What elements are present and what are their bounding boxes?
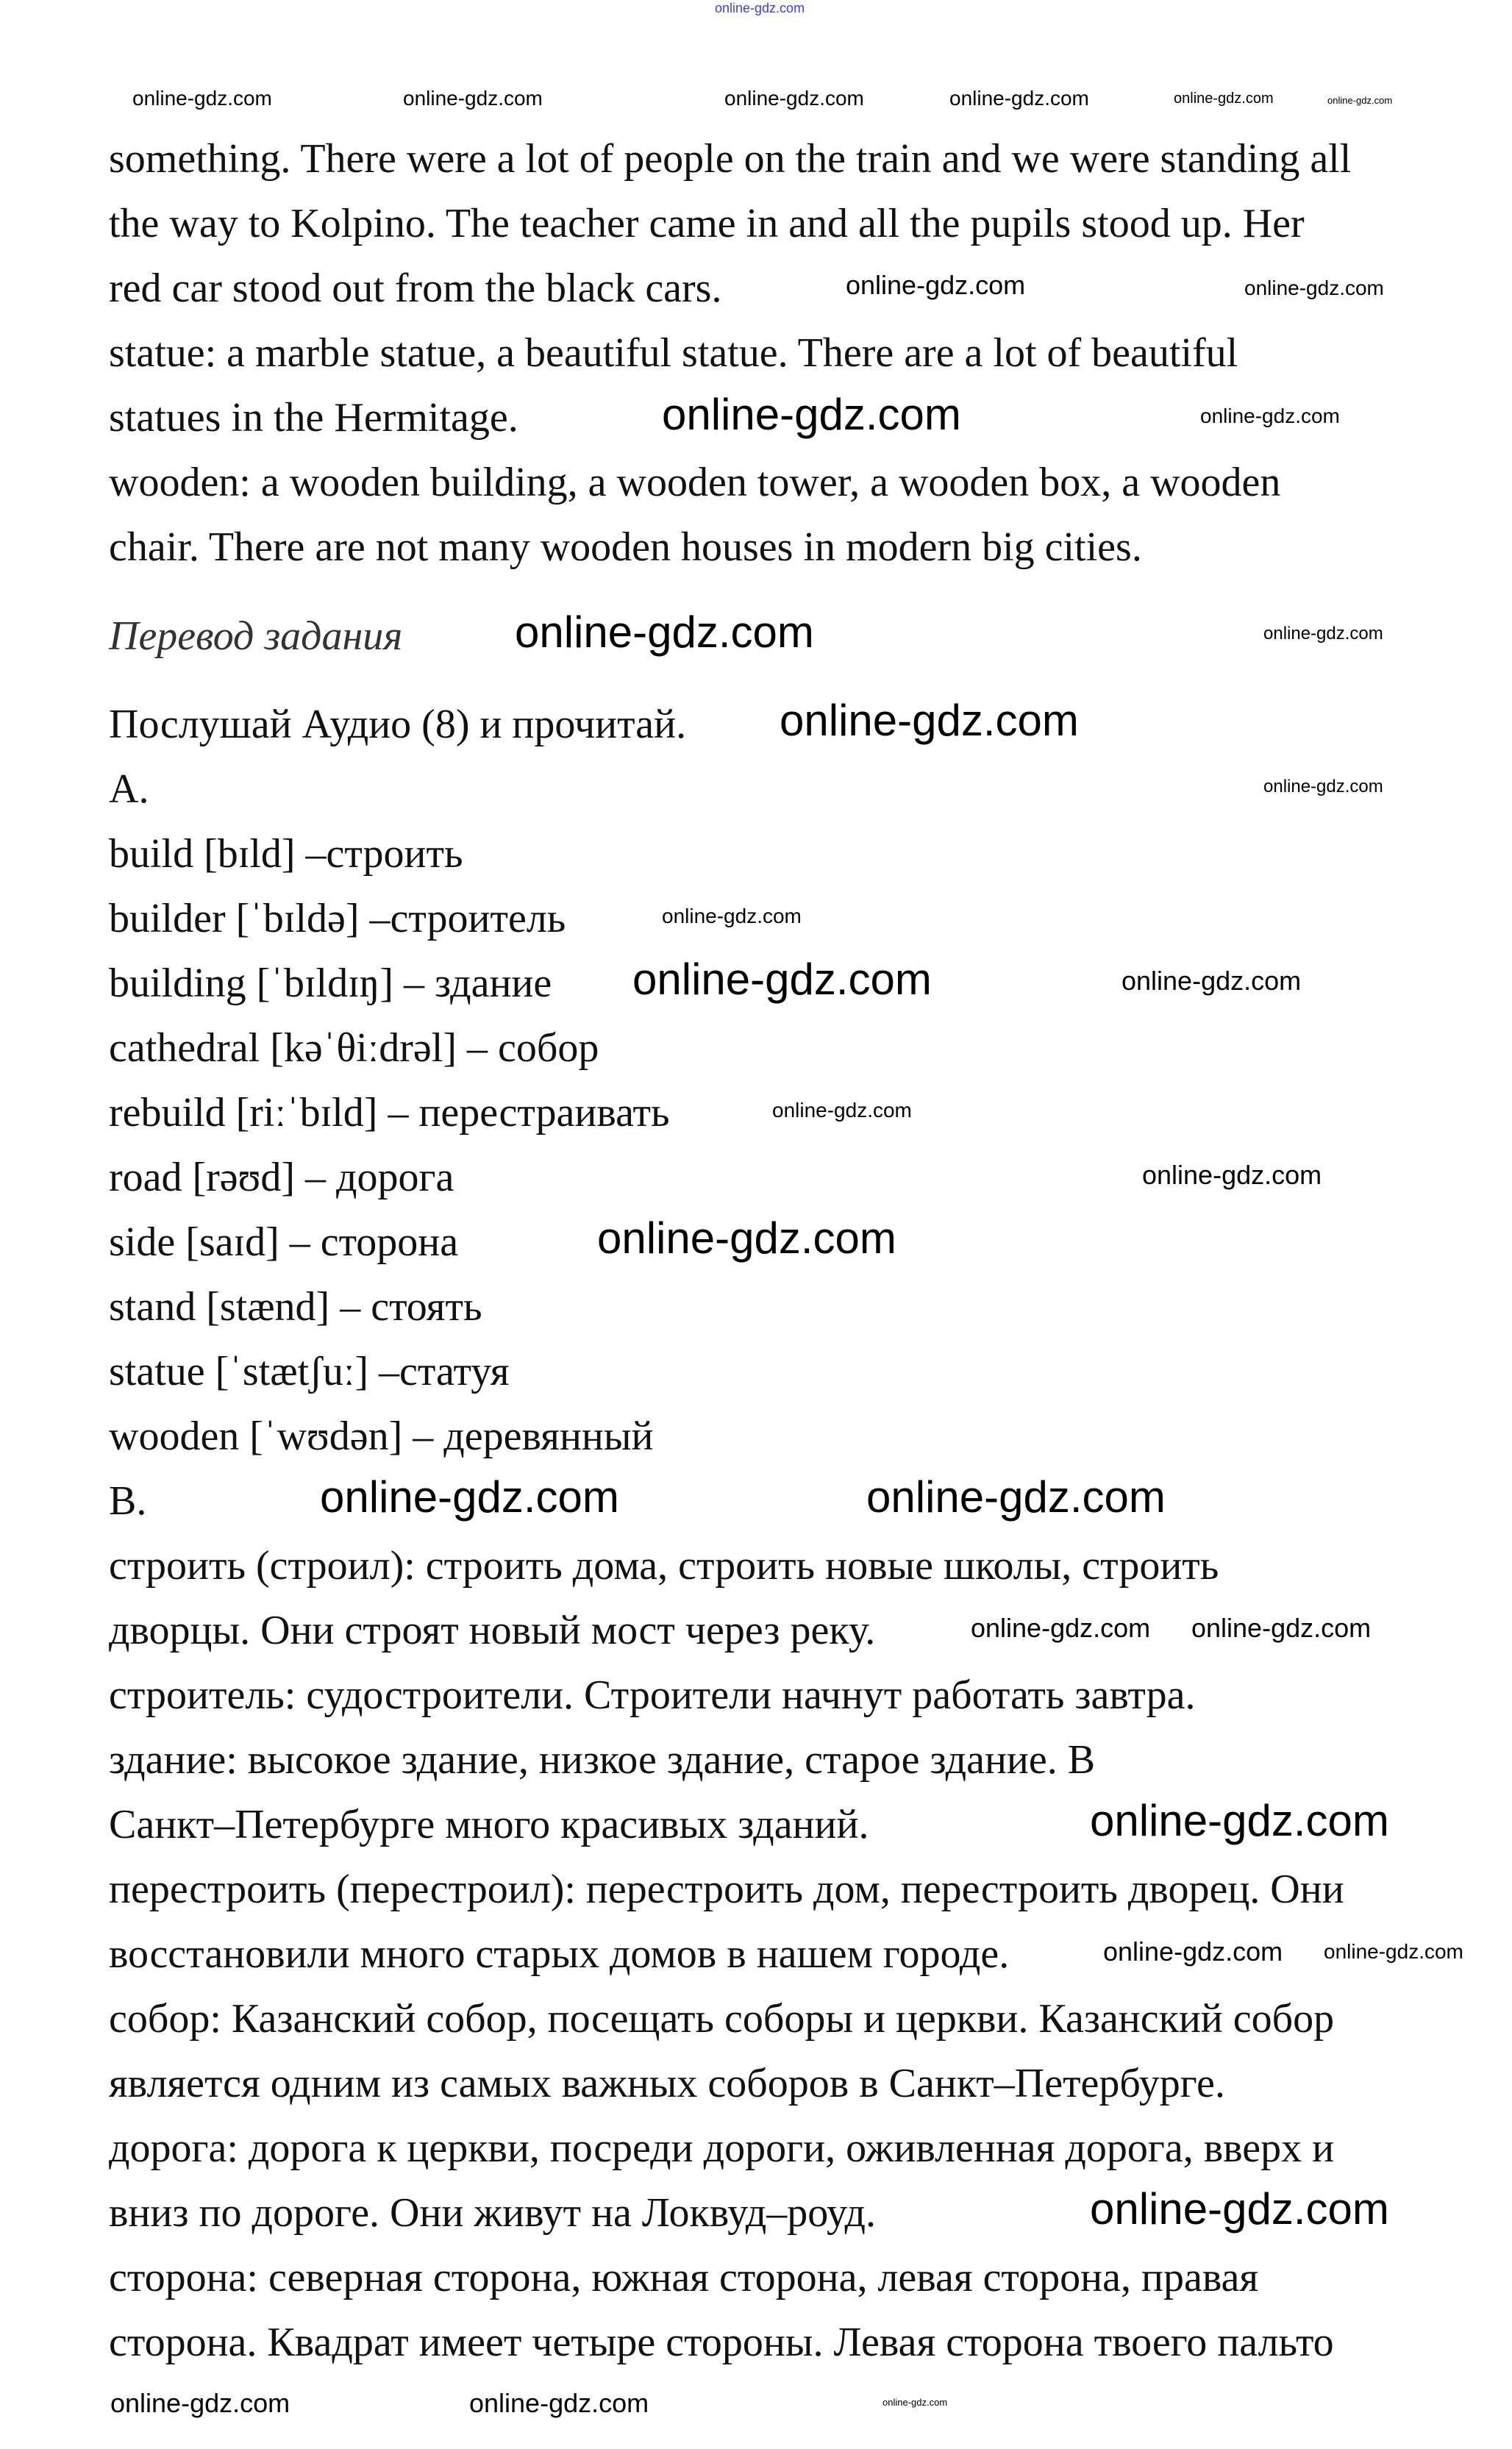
watermark: online-gdz.com	[1327, 95, 1393, 106]
watermark: online-gdz.com	[1200, 404, 1340, 427]
watermark: online-gdz.com	[971, 1613, 1151, 1643]
text-line: восстановили много старых домов в нашем городе.	[109, 1931, 1010, 1977]
watermark: online-gdz.com	[1263, 624, 1383, 644]
text-line: перестроить (перестроил): перестроить дом, перестроить дворец. Они	[109, 1867, 1344, 1912]
watermark: online-gdz.com	[1090, 2184, 1389, 2234]
text-line: rebuild [riːˈbɪld] – перестраивать	[109, 1090, 670, 1136]
text-line: statue [ˈstætʃuː] –статуя	[109, 1349, 510, 1394]
text-line: side [saɪd] – сторона	[109, 1219, 459, 1265]
watermark: online-gdz.com	[1191, 1613, 1372, 1643]
text-line: вниз по дороге. Они живут на Локвуд–роуд.	[109, 2190, 877, 2236]
watermark: online-gdz.com	[632, 955, 932, 1004]
text-line: сторона: северная сторона, южная сторона, левая сторона, правая	[109, 2255, 1259, 2300]
text-line: something. There were a lot of people on the train and we were standing all	[109, 136, 1352, 182]
text-line: red car stood out from the black cars.	[109, 265, 722, 311]
watermark: online-gdz.com	[1142, 1160, 1322, 1190]
watermark: online-gdz.com	[949, 87, 1089, 110]
text-line: строитель: судостроители. Строители начнут работать завтра.	[109, 1672, 1196, 1718]
watermark: online-gdz.com	[780, 696, 1079, 745]
watermark: online-gdz.com	[320, 1472, 619, 1522]
watermark: online-gdz.com	[724, 87, 864, 110]
watermark: online-gdz.com	[866, 1472, 1166, 1522]
text-line: build [bɪld] –строить	[109, 831, 463, 877]
text-line: road [rəʊd] – дорога	[109, 1155, 454, 1200]
text-line: строить (строил): строить дома, строить новые школы, строить	[109, 1543, 1219, 1589]
russian-translation-block	[109, 692, 1344, 2375]
text-line: Санкт–Петербурге много красивых зданий.	[109, 1802, 869, 1847]
english-text-block	[109, 126, 1351, 580]
text-line: собор: Казанский собор, посещать соборы и церкви. Казанский собор	[109, 1996, 1335, 2042]
text-line: является одним из самых важных соборов в Санкт–Петербурге.	[109, 2061, 1225, 2106]
text-line: building [ˈbɪldɪŋ] – здание	[109, 960, 552, 1006]
text-line: chair. There are not many wooden houses in modern big cities.	[109, 524, 1142, 570]
text-line: statues in the Hermitage.	[109, 395, 518, 441]
text-line: statue: a marble statue, a beautiful statue. There are a lot of beautiful	[109, 330, 1238, 376]
watermark: online-gdz.com	[515, 607, 814, 657]
watermark: online-gdz.com	[662, 390, 961, 439]
watermark: online-gdz.com	[132, 87, 272, 110]
watermark: online-gdz.com	[662, 905, 802, 927]
watermark: online-gdz.com	[882, 2397, 948, 2408]
text-line: cathedral [kəˈθiːdrəl] – собор	[109, 1025, 599, 1071]
watermark: online-gdz.com	[469, 2388, 649, 2418]
watermark: online-gdz.com	[1090, 1796, 1389, 1845]
text-line: stand [stænd] – стоять	[109, 1284, 482, 1330]
watermark: online-gdz.com	[1121, 966, 1302, 996]
header-watermark: online-gdz.com	[715, 1, 805, 15]
text-line: builder [ˈbɪldə] –строитель	[109, 896, 566, 941]
watermark: online-gdz.com	[1324, 1940, 1463, 1963]
text-line: B.	[109, 1478, 147, 1524]
watermark: online-gdz.com	[1244, 277, 1384, 299]
watermark: online-gdz.com	[1103, 1936, 1283, 1967]
text-line: the way to Kolpino. The teacher came in and all the pupils stood up. Her	[109, 201, 1305, 246]
text-line: здание: высокое здание, низкое здание, старое здание. В	[109, 1737, 1096, 1783]
text-line: wooden: a wooden building, a wooden tower, a wooden box, a wooden	[109, 460, 1281, 505]
watermark: online-gdz.com	[772, 1099, 912, 1122]
section-heading: Перевод задания	[109, 613, 403, 659]
watermark: online-gdz.com	[403, 87, 543, 110]
watermark: online-gdz.com	[110, 2388, 290, 2418]
watermark: online-gdz.com	[1263, 777, 1383, 796]
text-line: дорога: дорога к церкви, посреди дороги, оживленная дорога, вверх и	[109, 2125, 1335, 2171]
watermark: online-gdz.com	[1174, 90, 1274, 107]
text-line: Послушай Аудио (8) и прочитай.	[109, 702, 687, 747]
text-line: wooden [ˈwʊdən] – деревянный	[109, 1414, 654, 1459]
watermark: online-gdz.com	[597, 1213, 896, 1263]
text-line: A.	[109, 766, 149, 812]
watermark: online-gdz.com	[846, 270, 1026, 300]
text-line: сторона. Квадрат имеет четыре стороны. Левая сторона твоего пальто	[109, 2320, 1334, 2365]
text-line: дворцы. Они строят новый мост через реку.	[109, 1608, 876, 1653]
